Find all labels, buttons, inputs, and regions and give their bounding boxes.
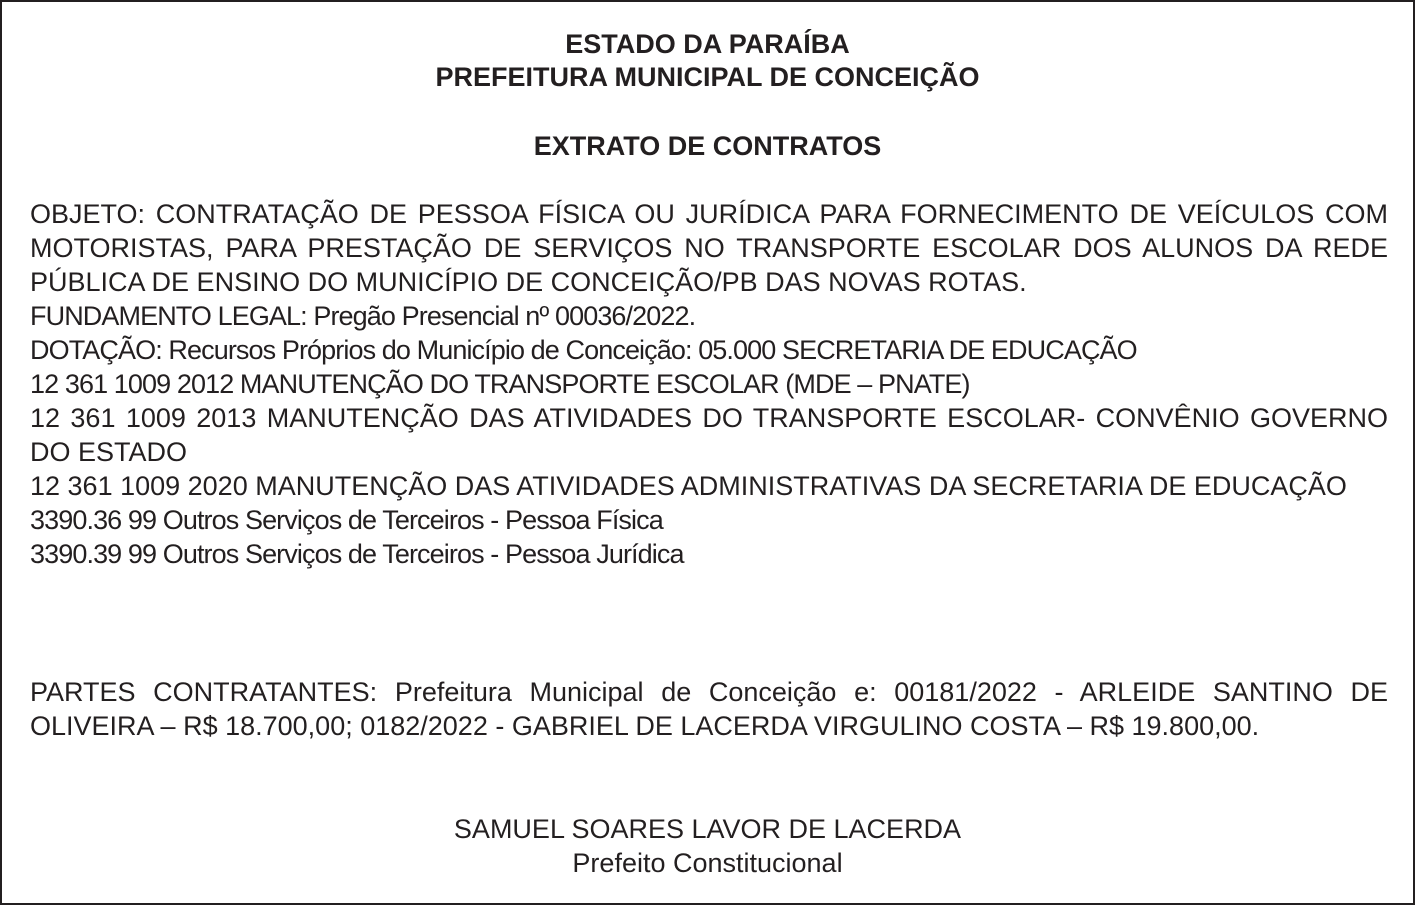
signatory-role: Prefeito Constitucional xyxy=(572,848,843,878)
contract-body xyxy=(30,197,1388,571)
document-header xyxy=(0,28,1415,94)
signature-block xyxy=(0,812,1415,880)
document-title: EXTRATO DE CONTRATOS xyxy=(533,131,882,161)
dotacao-2012-line: 12 361 1009 2012 MANUTENÇÃO DO TRANSPORTE ESCOLAR (MDE – PNATE) xyxy=(30,369,970,399)
municipality-heading: PREFEITURA MUNICIPAL DE CONCEIÇÃO xyxy=(435,62,980,92)
fundamento-legal-line: FUNDAMENTO LEGAL: Pregão Presencial nº 00036/2022. xyxy=(30,301,696,331)
element-3390-39-line: 3390.39 99 Outros Serviços de Terceiros - Pessoa Jurídica xyxy=(30,539,684,569)
dotacao-2020-paragraph: 12 361 1009 2020 MANUTENÇÃO DAS ATIVIDADES ADMINISTRATIVAS DA SECRETARIA DE EDUCAÇÃO xyxy=(30,471,1347,501)
objeto-paragraph: OBJETO: CONTRATAÇÃO DE PESSOA FÍSICA OU JURÍDICA PARA FORNECIMENTO DE VEÍCULOS COM MOTORISTAS, PARA PRESTAÇÃO DE SERVIÇOS NO TRANSPORTE ESCOLAR DOS ALUNOS DA REDE PÚBLICA DE ENSINO DO MUNICÍPIO DE CONCEIÇÃO/PB DAS NOVAS ROTAS. xyxy=(30,199,1388,297)
signatory-name: SAMUEL SOARES LAVOR DE LACERDA xyxy=(453,814,962,844)
dotacao-line: DOTAÇÃO: Recursos Próprios do Município de Conceição: 05.000 SECRETARIA DE EDUCAÇÃO xyxy=(30,335,1137,365)
state-heading: ESTADO DA PARAÍBA xyxy=(565,29,850,59)
element-3390-36-line: 3390.36 99 Outros Serviços de Terceiros - Pessoa Física xyxy=(30,505,663,535)
parties-paragraph: PARTES CONTRATANTES: Prefeitura Municipal de Conceição e: 00181/2022 - ARLEIDE SANTINO DE OLIVEIRA – R$ 18.700,00; 0182/2022 - GABRIEL DE LACERDA VIRGULINO COSTA – R$ 19.800,00. xyxy=(30,677,1388,741)
dotacao-2013-paragraph: 12 361 1009 2013 MANUTENÇÃO DAS ATIVIDADES DO TRANSPORTE ESCOLAR- CONVÊNIO GOVERNO DO ESTADO xyxy=(30,403,1388,467)
